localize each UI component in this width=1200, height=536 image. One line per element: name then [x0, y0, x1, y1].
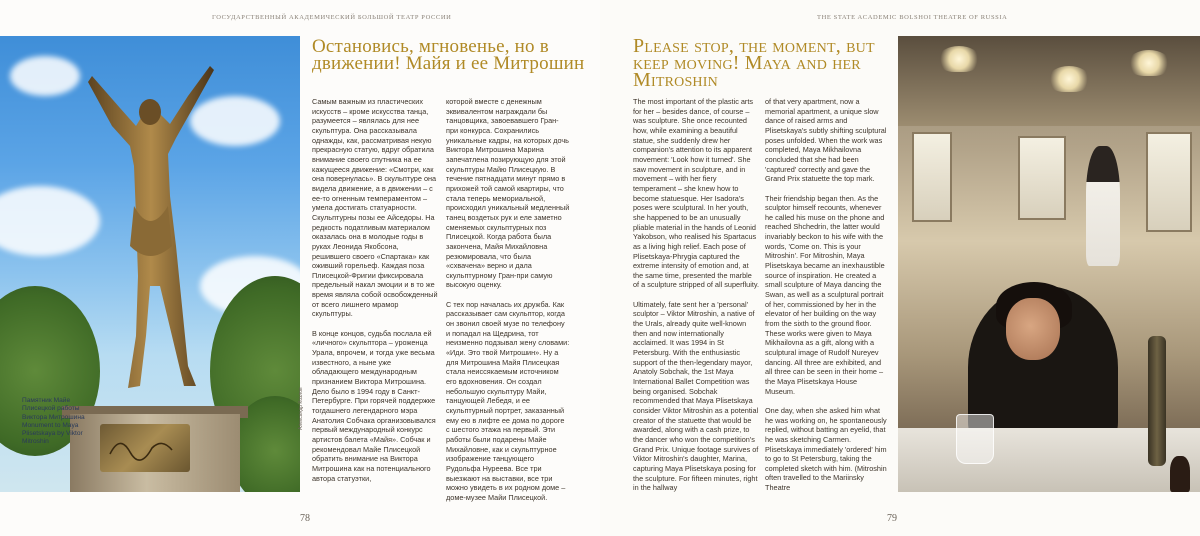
woman-face — [1006, 298, 1060, 360]
text-column-ru-2 — [446, 97, 570, 503]
paragraph: One day, when she asked him what he was working on, he spontaneously replied, without batting an eyelid, that he was sketching Carmen. Plisetskaya immediately 'ordered' him to go to St Petersburg, taking the completed sketch with him. (Mitroshin often travelled to the Mariinsky Theatre — [765, 405, 887, 493]
paragraph: Самым важным из пластических искусств – кроме искусства танца, разумеется – являлась для нее скульптура. Она рассказывала однажды, как, рассматривая некую прекрасную статую, вдруг обратила внимание своего спутника на ее кажущееся движение: «Смотри, как она повернулась». В скульптуре она видела движение, а в движении – с ее-то огненным темпераментом – умела достигать статуарности. Скульптурны позы ее Айседоры. На редкость податливым материалом оказалась она в молодые годы в руках Леонида Якобсона, решившего своего «Спартака» как оживший горельеф. Каждая поза Плисецкой-Фригии фиксировала предельный накал эмоции и в то же время являла собой освобожденный от всего лишнего мрамор скульптуры. — [312, 97, 438, 319]
waiter — [1086, 146, 1120, 266]
text-column-en-2 — [765, 97, 889, 493]
pepper-mill — [1170, 456, 1190, 492]
article-title-en: Please stop, the moment, but keep moving! Maya and her Mitroshin — [633, 35, 875, 91]
statue-photo — [0, 36, 300, 492]
paragraph: С тех пор началась их дружба. Как рассказывает сам скульптор, когда он звонил своей музе по телефону и попадал на Щедрина, тот неизменно подзывал жену словами: «Иди. Это твой Митрошин». Ну а для Митрошина Майя Плисецкая стала неиссякаемым источником его вдохновения. Он создал небольшую скульптуру Майи, танцующей Лебедя, и ее скульптурный портрет, заказанный ему ею в лифте ее дома по дороге с шестого этажа на первый. Эти работы были подарены Майе Михайловне, как и скульптурное изображение танцующего Рудольфа Нуреева. Все три выезжают на выставки, все три можно увидеть в их родном доме – доме-музее Майи Плисецкой. — [446, 299, 570, 502]
page-number-left: 78 — [300, 513, 310, 524]
photo-credit: Александр Козлов — [298, 387, 304, 430]
paragraph: которой вместе с денежным эквивалентом награждали бы танцовщика, завоевавшего Гран-при конкурса. Сохранились уникальные кадры, на которых дочь Виктора Митрошина Марина запечатлена позирующую для этой скульптуры Майю Плисецкую. В течение пятнадцати минут прямо в прихожей той самой квартиры, что стала теперь мемориальной, происходил уникальный медленный танец воздетых рук и еле заметно сменяемых скульптурных поз Плисецкой. Когда работа была закончена, Майя Михайловна резюмировала, что была «схвачена» верно и дала скульптурному Гран-при самую высокую оценку. — [446, 97, 570, 290]
glass — [956, 414, 994, 464]
sculptor-portrait-photo — [898, 36, 1200, 492]
signature-plate — [100, 424, 190, 472]
photo-caption-en: Monument to Maya Plisetskaya by Viktor Mitroshin — [22, 421, 83, 446]
text-column-ru-1 — [312, 97, 438, 483]
paragraph: В конце концов, судьба послала ей «личного» скульптора – уроженца Урала, впрочем, и тогда уже весьма известного, а ныне уже обладающего международным признанием Виктора Митрошина. Дело было в 1994 году в Санкт-Петербурге. При горячей поддержке тогдашнего легендарного мэра Анатолия Собчака организовывался первый международный конкурс артистов балета «Майя». Собчак и рекомендовал Майе Плисецкой обратить внимание на Виктора Митрошина как на потенциального автора статуэтки, — [312, 328, 436, 483]
photo-caption — [22, 397, 92, 447]
running-head-ru: ГОСУДАРСТВЕННЫЙ АКАДЕМИЧЕСКИЙ БОЛЬШОЙ ТЕАТР РОССИИ — [212, 14, 452, 21]
page-number-right: 79 — [887, 513, 897, 524]
photo-caption-ru: Памятник Майе Плисецкой работы Виктора Митрошина — [22, 397, 85, 421]
article-title-ru: Остановись, мгновенье, но в движении! Майя и ее Митрошин — [312, 36, 585, 74]
paragraph: of that very apartment, now a memorial apartment, a unique slow dance of raised arms and Plisetskaya's subtly shifting sculptural poses unfolded. When the work was completed, Maya Mikhailovna concluded that she had been 'captured' correctly and gave the Grand Prix statuette the top mark. — [765, 97, 887, 184]
running-head-en: THE STATE ACADEMIC BOLSHOI THEATRE OF RUSSIA — [817, 14, 1008, 21]
paragraph: The most important of the plastic arts for her – besides dance, of course – was sculpture. She once recounted how, while examining a beautiful statue, she suddenly drew her companion's attention to its apparent movement: 'Look how it turned'. She saw movement in sculpture, and in movement – with her fiery temperament – she knew how to become statuesque. Her Isadora's poses were sculptural. In her youth, she happened to be an unusually pliable material in the hands of Leonid Yakobson, who realised his Spartacus as a living high relief. Each pose of Plisetskaya-Phrygia captured the extreme intensity of emotion and, at the same time, presented the marble of a sculpture stripped of all superfluity. — [633, 97, 760, 290]
paragraph: Ultimately, fate sent her a 'personal' sculptor – Viktor Mitroshin, a native of the Urals, already quite well-known then and now internationally acclaimed. It was 1994 in St Petersburg. With the enthusiastic support of the then-legendary mayor, Anatoly Sobchak, the 1st Maya International Ballet Competition was being organised. Sobchak recommended that Maya Plisetskaya consider Viktor Mitroshin as a potential creator of the statuette that would be awarded, along with a cash prize, to the dancer who won the competition's Grand Prix. Unique footage survives of Viktor Mitroshin's daughter, Marina, capturing Maya Plisetskaya posing for the sculpture. For fifteen minutes, right in the hallway — [633, 299, 759, 493]
text-column-en-1 — [633, 97, 759, 493]
signature-engraving — [100, 424, 190, 472]
paragraph: Their friendship began then. As the sculptor himself recounts, whenever he called his muse on the phone and reached Shchedrin, the latter would invariably beckon to his wife with the words, 'Come on. This is your Mitroshin'. For Mitroshin, Maya Plisetskaya became an inexhaustible source of inspiration. He created a small sculpture of Maya dancing the Swan, as well as a sculptural portrait of her, commissioned by her in the elevator of her building on the way from the sixth to the ground floor. These works were given to Maya Mikhailovna as a gift, along with a sculptural image of Rudolf Nureyev dancing. All three are exhibited, and all three can be seen in their home – the Maya Plisetskaya House Museum. — [765, 193, 885, 396]
bronze-figurine — [1148, 336, 1166, 466]
